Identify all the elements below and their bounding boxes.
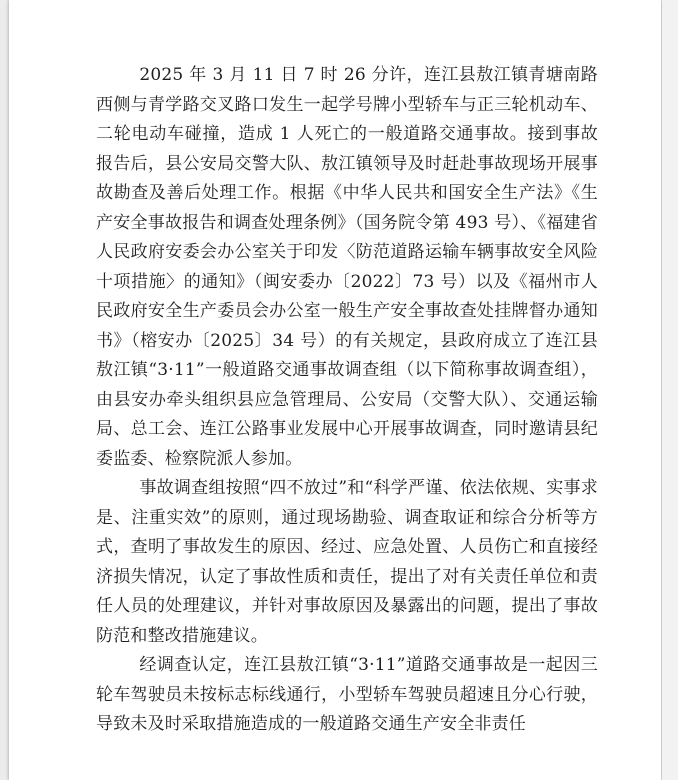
document-body xyxy=(96,61,598,740)
viewer-right-margin xyxy=(662,0,678,780)
paragraph-2: 事故调查组按照“四不放过”和“科学严谨、依法依规、实事求是、注重实效”的原则，通过现场勘验、调查取证和综合分析等方式，查明了事故发生的原因、经过、应急处置、人员伤亡和直接经济损失情况，认定了事故性质和责任，提出了对有关责任单位和责任人员的处理建议，并针对事故原因及暴露出的问题，提出了事故防范和整改措施建议。 xyxy=(96,478,598,646)
paragraph-1: 2025 年 3 月 11 日 7 时 26 分许，连江县敖江镇青塘南路西侧与青学路交叉路口发生一起学号牌小型轿车与正三轮机动车、二轮电动车碰撞，造成 1 人死亡的一般道路交通事故。接到事故报告后，县公安局交警大队、敖江镇领导及时赶赴事故现场开展事故勘查及善后处理工作。根据《中华人民共和国安全生产法》《生产安全事故报告和调查处理条例》（国务院令第 493 号）、《福建省人民政府安委会办公室关于印发〈防范道路运输车辆事故安全风险十项措施〉的通知》（闽安委办〔2022〕73 号）以及《福州市人民政府安全生产委员会办公室一般生产安全事故查处挂牌督办通知书》（榕安办〔2025〕34 号）的有关规定，县政府成立了连江县敖江镇“3·11”一般道路交通事故调查组（以下简称事故调查组），由县安办牵头组织县应急管理局、公安局（交警大队）、交通运输局、总工会、连江公路事业发展中心开展事故调查，同时邀请县纪委监委、检察院派人参加。 xyxy=(96,65,598,469)
document-page xyxy=(9,0,661,780)
paragraph-3: 经调查认定，连江县敖江镇“3·11”道路交通事故是一起因三轮车驾驶员未按标志标线通行，小型轿车驾驶员超速且分心行驶，导致未及时采取措施造成的一般道路交通生产安全非责任 xyxy=(96,655,598,734)
